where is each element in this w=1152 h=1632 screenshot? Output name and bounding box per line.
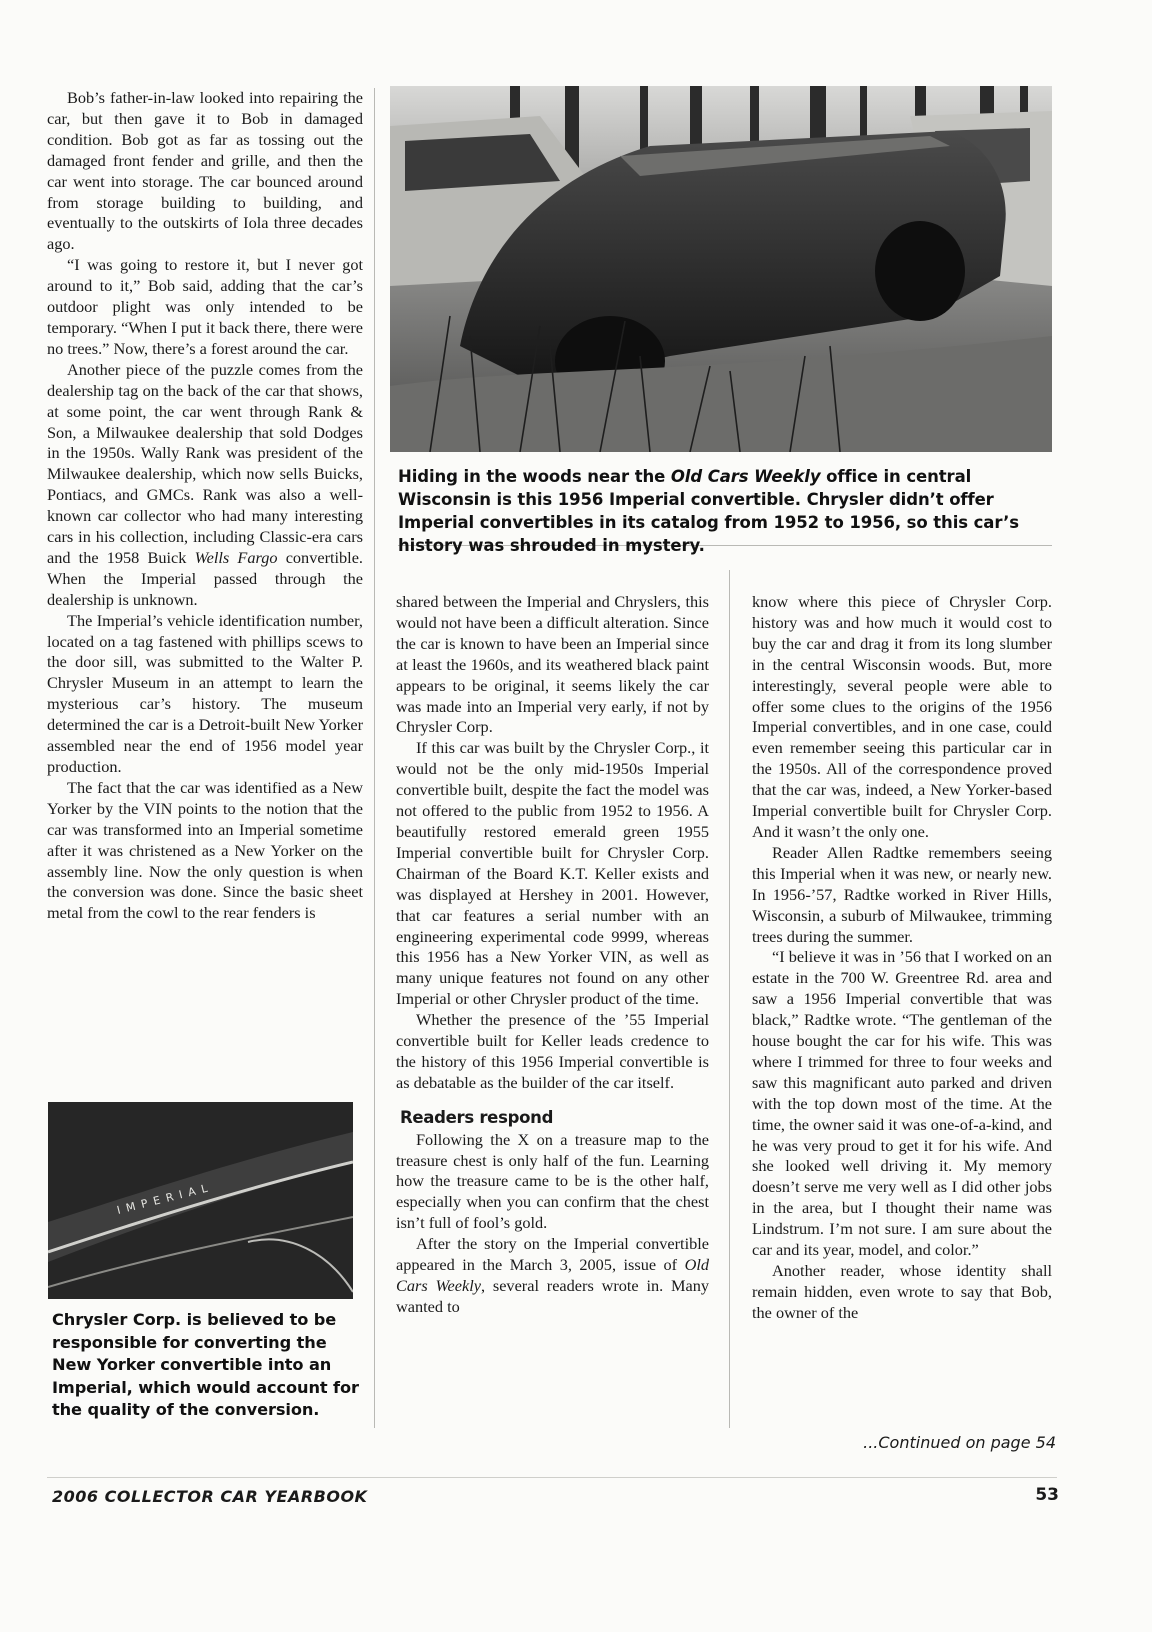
car-in-woods-photo: [390, 86, 1052, 452]
continued-on-page: ...Continued on page 54: [863, 1433, 1056, 1452]
page-number: 53: [1035, 1485, 1059, 1505]
paragraph: The Imperial’s vehicle identification number, located on a tag fastened with phillips scews to the door sill, was submitted to the Walter P. Chrysler Museum in an attempt to learn the mysterious car’s history. The museum determined the car is a Detroit-built New Yorker assembled near the end of 1956 model year production.: [47, 610, 363, 776]
paragraph: “I believe it was in ’56 that I worked on an estate in the 700 W. Greentree Rd. area and saw a 1956 Imperial convertible that was black,” Radtke wrote. “The gentleman of the house bought the car for his wife. This was where I trimmed for three to four weeks and saw this magnificant auto parked and driven with the top down most of the time. At the time, the owner said it was one-of-a-kind, and he was very proud to get it for his wife. And she looked well driving it. My memory doesn’t serve me very well as I did other jobs in the area, but I thought their name was Lindstrum. I’m not sure. I am sure about the car and its year, model, and color.”: [752, 947, 1052, 1260]
paragraph: shared between the Imperial and Chryslers, this would not have been a difficult alteration. Since the car is known to have been an Imperial since at least the 1960s, and its weathered black paint appears to be original, it seems likely the car was made into an Imperial very early, if not by Chrysler Corp.: [396, 592, 709, 737]
section-subhead: Readers respond: [400, 1107, 554, 1127]
footer-rule: [47, 1477, 1057, 1478]
paragraph: Another piece of the puzzle comes from the dealership tag on the back of the car that shows, at some point, the car went through Rank & Son, a Milwaukee dealership that sold Dodges in the 1950s. Wally Rank was president of the Milwaukee dealership, which now sells Buicks, Pontiacs, and GMCs. Rank was also a well-known car collector who had many interesting cars in his collection, including Classic-era cars and the 1958 Buick Wells Fargo convertible. When the Imperial passed through the dealership is unknown.: [47, 359, 363, 609]
paragraph: “I was going to restore it, but I never got around to it,” Bob said, adding that the car’s outdoor plight was only intended to be temporary. “When I put it back there, there were no trees.” Now, there’s a forest around the car.: [47, 255, 363, 358]
car-photo-illustration: [390, 86, 1052, 452]
photo-caption-bottom: Chrysler Corp. is believed to be responsible for converting the New Yorker convertible into an Imperial, which would account for the quality of the conversion.: [52, 1310, 359, 1419]
paragraph: Following the X on a treasure map to the treasure chest is only half of the fun. Learning how the treasure came to be is the other half, especially when you can confirm that the chest isn’t full of fool’s gold.: [396, 1129, 709, 1233]
paragraph: Reader Allen Radtke remembers seeing this Imperial when it was new, or nearly new. In 1956-’57, Radtke worked in River Hills, Wisconsin, a suburb of Milwaukee, trimming trees during the summer.: [752, 842, 1052, 946]
imperial-script-letters: IMPERIAL: [115, 1180, 215, 1217]
article-column-3: [752, 592, 1052, 1324]
column-rule: [729, 570, 730, 1428]
fender-detail-illustration: [48, 1102, 353, 1299]
paragraph: know where this piece of Chrysler Corp. history was and how much it would cost to buy the car and drag it from its long slumber in the central Wisconsin woods. But, more interestingly, several people were able to offer some clues to the origins of the 1956 Imperial convertibles, and in one case, could even remember seeing this particular car in the 1950s. All of the correspondence proved that the car was, indeed, a New Yorker-based Imperial convertible built for Chrysler Corp. And it wasn’t the only one.: [752, 592, 1052, 841]
article-column-2: [396, 592, 709, 1318]
paragraph: The fact that the car was identified as a New Yorker by the VIN points to the notion that the car was transformed into an Imperial sometime after it was christened as a New Yorker on the assembly line. Now the only question is when the conversion was done. Since the basic sheet metal from the cowl to the rear fenders is: [47, 777, 363, 923]
imperial-script-photo: [48, 1102, 353, 1299]
publication-footer: 2006 COLLECTOR CAR YEARBOOK: [52, 1487, 368, 1506]
paragraph: Another reader, whose identity shall remain hidden, even wrote to say that Bob, the owner of the: [752, 1261, 1052, 1322]
photo-caption-top: Hiding in the woods near the Old Cars Weekly office in central Wisconsin is this 1956 Imperial convertible. Chrysler didn’t offer Imperial convertibles in its catalog from 1952 to 1956, so this car’s history was shrouded in mystery.: [398, 467, 1019, 555]
paragraph: Whether the presence of the ’55 Imperial convertible built for Keller leads credence to the history of this 1956 Imperial convertible is as debatable as the builder of the car itself.: [396, 1010, 709, 1092]
paragraph: After the story on the Imperial convertible appeared in the March 3, 2005, issue of Old Cars Weekly, several readers wrote in. Many wanted to: [396, 1234, 709, 1316]
paragraph: Bob’s father-in-law looked into repairing the car, but then gave it to Bob in damaged condition. Bob got as far as tossing out the damaged front fender and grille, and then the car went into storage. The car bounced around from storage building to building, and eventually to the outskirts of Iola three decades ago.: [47, 88, 363, 254]
column-rule: [374, 88, 375, 1428]
article-column-1: [47, 88, 363, 924]
paragraph: If this car was built by the Chrysler Corp., it would not be the only mid-1950s Imperial convertible built, despite the fact the model was not offered to the public from 1952 to 1956. A beautifully restored emerald green 1955 Imperial convertible built for Chrysler Corp. Chairman of the Board K.T. Keller exists and was displayed at Hershey in 2001. However, that car features a serial number with an engineering experimental code 9999, whereas this 1956 has a New Yorker VIN, as well as many unique features not found on any other Imperial or other Chrysler product of the time.: [396, 738, 709, 1009]
